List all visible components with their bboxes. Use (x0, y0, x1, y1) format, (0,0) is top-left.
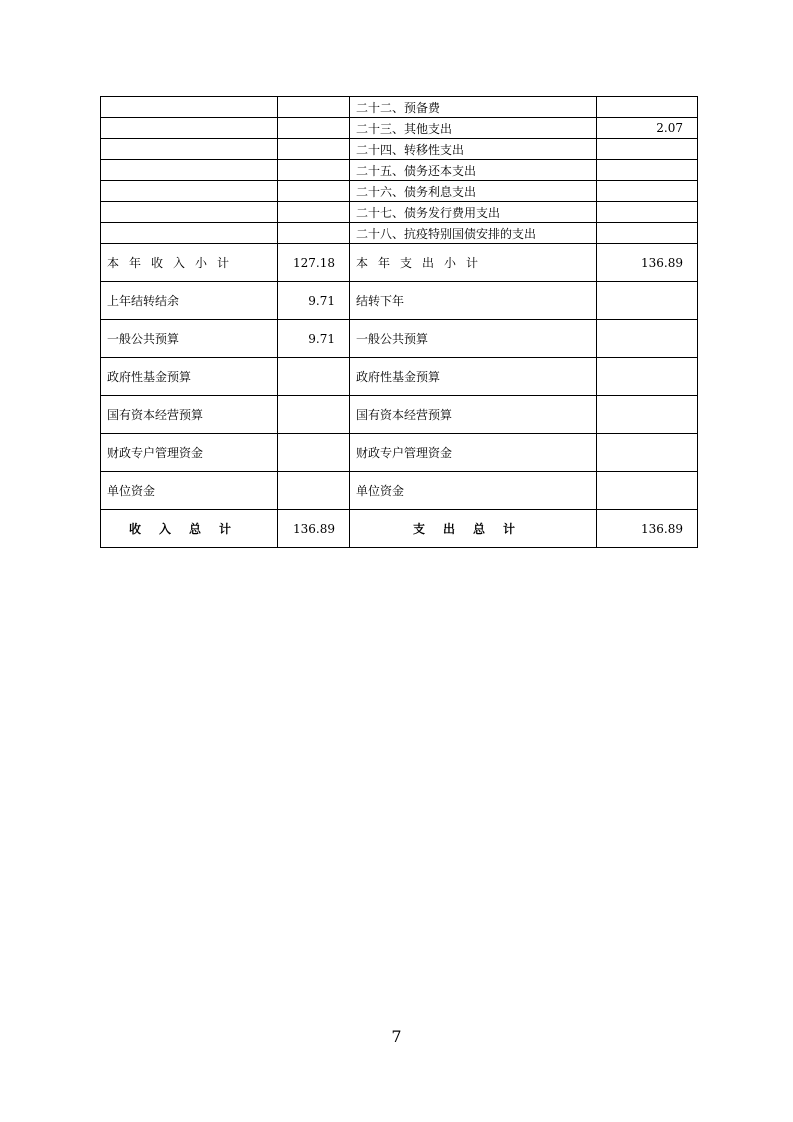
expense-amount-cell (597, 223, 698, 244)
table-row (101, 223, 698, 244)
expense-item-cell: 政府性基金预算 (350, 358, 597, 396)
income-amount-cell (278, 472, 350, 510)
income-amount-cell (278, 396, 350, 434)
table-row (101, 320, 698, 358)
budget-table (100, 96, 698, 548)
income-item-cell: 一般公共预算 (101, 320, 278, 358)
income-subtotal-amount: 127.18 (278, 244, 350, 282)
table-row (101, 97, 698, 118)
expense-amount-cell (597, 320, 698, 358)
expense-amount-cell (597, 358, 698, 396)
table-row (101, 282, 698, 320)
expense-subtotal-label: 本年支出小计 (350, 244, 597, 282)
total-row (101, 510, 698, 548)
income-amount-cell (278, 160, 350, 181)
income-item-cell (101, 202, 278, 223)
expense-amount-cell (597, 396, 698, 434)
income-item-cell (101, 181, 278, 202)
expense-amount-cell (597, 139, 698, 160)
income-item-cell: 上年结转结余 (101, 282, 278, 320)
income-item-cell (101, 139, 278, 160)
table-row (101, 181, 698, 202)
table-row (101, 202, 698, 223)
page-number: 7 (391, 1027, 402, 1046)
income-amount-cell (278, 97, 350, 118)
table-row (101, 118, 698, 139)
income-item-cell: 单位资金 (101, 472, 278, 510)
expense-total-label: 支出总计 (350, 510, 597, 548)
expense-amount-cell (597, 202, 698, 223)
income-amount-cell: 9.71 (278, 282, 350, 320)
income-item-cell: 财政专户管理资金 (101, 434, 278, 472)
expense-item-cell: 二十八、抗疫特别国债安排的支出 (350, 223, 597, 244)
expense-item-cell: 单位资金 (350, 472, 597, 510)
expense-item-cell: 国有资本经营预算 (350, 396, 597, 434)
table-row (101, 472, 698, 510)
income-amount-cell (278, 181, 350, 202)
expense-total-amount: 136.89 (597, 510, 698, 548)
income-amount-cell (278, 358, 350, 396)
expense-amount-cell: 2.07 (597, 118, 698, 139)
table-row (101, 160, 698, 181)
expense-subtotal-amount: 136.89 (597, 244, 698, 282)
income-amount-cell (278, 139, 350, 160)
expense-item-cell: 二十五、债务还本支出 (350, 160, 597, 181)
expense-item-cell: 二十三、其他支出 (350, 118, 597, 139)
income-amount-cell (278, 434, 350, 472)
expense-amount-cell (597, 97, 698, 118)
income-item-cell: 政府性基金预算 (101, 358, 278, 396)
expense-amount-cell (597, 282, 698, 320)
expense-item-cell: 财政专户管理资金 (350, 434, 597, 472)
income-item-cell (101, 118, 278, 139)
expense-item-cell: 二十六、债务利息支出 (350, 181, 597, 202)
expense-item-cell: 二十二、预备费 (350, 97, 597, 118)
expense-amount-cell (597, 160, 698, 181)
table-row (101, 396, 698, 434)
table-row (101, 139, 698, 160)
income-item-cell (101, 160, 278, 181)
income-total-amount: 136.89 (278, 510, 350, 548)
expense-item-cell: 二十四、转移性支出 (350, 139, 597, 160)
expense-amount-cell (597, 181, 698, 202)
income-total-label: 收入总计 (101, 510, 278, 548)
income-amount-cell (278, 223, 350, 244)
expense-item-cell: 一般公共预算 (350, 320, 597, 358)
income-amount-cell (278, 118, 350, 139)
table-row (101, 434, 698, 472)
income-item-cell: 国有资本经营预算 (101, 396, 278, 434)
subtotal-row (101, 244, 698, 282)
income-amount-cell (278, 202, 350, 223)
income-amount-cell: 9.71 (278, 320, 350, 358)
expense-item-cell: 二十七、债务发行费用支出 (350, 202, 597, 223)
expense-amount-cell (597, 434, 698, 472)
income-subtotal-label: 本年收入小计 (101, 244, 278, 282)
income-item-cell (101, 97, 278, 118)
expense-amount-cell (597, 472, 698, 510)
income-item-cell (101, 223, 278, 244)
table-row (101, 358, 698, 396)
expense-item-cell: 结转下年 (350, 282, 597, 320)
